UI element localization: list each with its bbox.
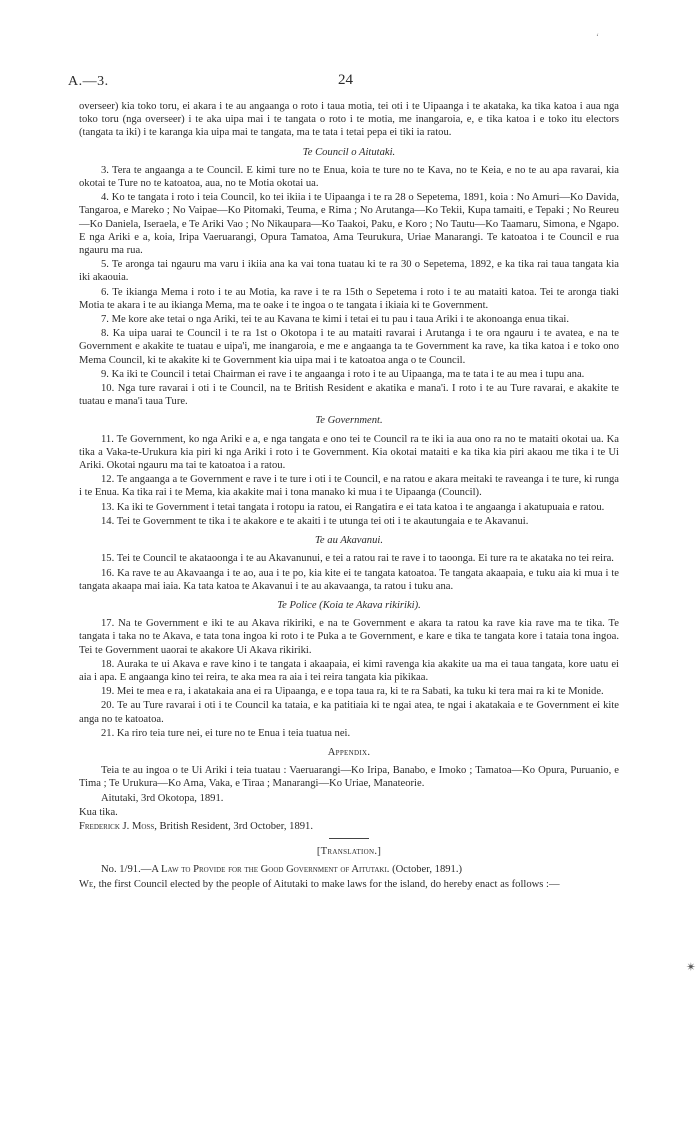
clause-paragraph: 13. Ka iki te Government i tetai tangata i rotopu ia ratou, ei Rangatira e ei tata katoa i te angaanga i akatupuaia e ratou.: [101, 501, 605, 513]
section-heading: Te Council o Aitutaki.: [302, 146, 396, 158]
intro-paragraph: overseer) kia toko toru, ei akara i te au angaanga o roto i taua motia, tei oti i te Uipaanga i te akataka, ka tika katoa i aua nga toko toru (nga overseer) i te aka uipa mai i te tangata o roto i te motia, me inangaroia, e, e tika katoa i e toko itu electors (tangata ta iki) i te karanga kia uipa mai te tangata, ma te tata i tetai pepa ei tiki ia ratou.: [79, 101, 619, 139]
clause-paragraph: 9. Ka iki te Council i tetai Chairman ei rave i te angaanga i roto i te au Uipaanga, ma te tata i te au mea i tupu ana.: [101, 368, 585, 380]
enacting-text: the first Council elected by the people of Aitutaki to make laws for the island, do hereby enact as follows :—: [98, 878, 560, 890]
appendix-text: Teia te au ingoa o te Ui Ariki i teia tuatau : Vaeruarangi—Ko Iripa, Banabo, e Imoko ; Tamatoa—Ko Opura, Puruanio, e Tima ; Te Urukura—Ko Ama, Vaka, e Tiraa ; Manarangi—Ko Uriae, Manateorie.: [79, 765, 619, 790]
appendix-date: Aitutaki, 3rd Okotopa, 1891.: [101, 792, 224, 804]
clause-paragraph: 19. Mei te mea e ra, i akatakaia ana ei ra Uipaanga, e e topa taua ra, ki te ra Sabati, ka tuku ki tera mai ra ki te Monide.: [101, 686, 604, 698]
section-heading: Te Police (Koia te Akava rikiriki).: [277, 599, 421, 611]
clause-paragraph: 7. Me kore ake tetai o nga Ariki, tei te au Kavana te kimi i tetai ei tu pau i taua Ariki i te akonoanga enua tikai.: [101, 314, 570, 326]
clause-paragraph: 16. Ka rave te au Akavaanga i te ao, aua i te po, kia kite ei te tangata katoatoa. Te tangata akaapaia, e tuku aia ki mua i te tangata akaapa mai iaia. Ka tata katoa te Akavanui i te au akavaanga, ta ratou i tuku ana.: [79, 567, 619, 592]
margin-mark: ‘: [596, 32, 599, 42]
translation-heading: [Translation.]: [316, 846, 382, 858]
law-title-line: [79, 863, 619, 876]
clause-paragraph: 10. Nga ture ravarai i oti i te Council, na te British Resident e akatika e mana'i. I roto i te au Ture ravarai, e akakite te tuatau e mana'i taua Ture.: [79, 383, 619, 408]
margin-mark: ✴: [686, 960, 697, 974]
signature-name: Frederick J. Moss,: [79, 820, 157, 832]
law-date: (October, 1891.): [392, 864, 463, 876]
enacting-we: We,: [79, 878, 96, 890]
clause-paragraph: 20. Te au Ture ravarai i oti i te Council ka tataia, e ka patitiaia ki te ngai atea, te ngai i akatakaia e te Government ei kite anga no te katoatoa.: [79, 700, 619, 725]
signature-title: British Resident, 3rd October, 1891.: [159, 820, 313, 832]
document-body: [79, 100, 619, 892]
section-heading: Te Government.: [315, 415, 383, 427]
page-number: 24: [338, 72, 353, 88]
clause-paragraph: 5. Te aronga tai ngauru ma varu i ikiia ana ka vai tona tuatau ki te ra 30 o Sepetema, 1892, e ka tika rai taua tangata kia iki akaouia.: [79, 259, 619, 284]
clause-paragraph: 21. Ka riro teia ture nei, ei ture no te Enua i teia tuatua nei.: [101, 727, 351, 739]
clause-paragraph: 8. Ka uipa uarai te Council i te ra 1st o Okotopa i te au mataiti ravarai i Arutanga i te ora ngauru i te avatea, e na te Government e akakite te tuatau e uipa'i, me inangaroia, e me e angaanga ta te Government ka rave, ka tika katoa i e toko ono Mema Council, ki te akakite ki te Government kia uipa mai i te katoatoa anga o te Council.: [79, 328, 619, 366]
divider: [329, 838, 369, 839]
clause-paragraph: 17. Na te Government e iki te au Akava rikiriki, e na te Government e akara ta ratou ka rave kia rave ma te tika. Te tangata i taka no te Akava, e tata tona ingoa ki roto i te Puka a te Government, e kare e tika te tangata kore i tataia tona ingoa. Tei te Government uaorai te akakore Ui Akava rikiriki.: [79, 618, 619, 656]
enacting-clause: [79, 878, 619, 891]
approval-line: Kua tika.: [79, 806, 118, 818]
appendix-heading: Appendix.: [327, 746, 371, 758]
clause-paragraph: 18. Auraka te ui Akava e rave kino i te tangata i akaapaia, ei kimi ravenga kia akakite ua ma ei taua tangata, kore uatu ei aia i apa. E angaanga kino tei reira, te aka mea ra aia i tei reira tangata kia pikikaa.: [79, 658, 619, 683]
clause-paragraph: 15. Tei te Council te akataoonga i te au Akavanunui, e tei a ratou rai te rave i to taoonga. Ei ture ra te akataka no tei reira.: [101, 553, 614, 565]
law-title: A Law to Provide for the Good Government of Aitutaki.: [151, 864, 390, 876]
clause-paragraph: 6. Te ikianga Mema i roto i te au Motia, ka rave i te ra 15th o Sepetema i roto i te au mataiti katoa. Tei te aronga tiaki Motia te akara i te au ikianga Mema, ma te oake i te ingoa o te tangata i ikiaia ki te Government.: [79, 286, 619, 311]
clause-paragraph: 4. Ko te tangata i roto i teia Council, ko tei ikiia i te Uipaanga i te ra 28 o Sepetema, 1891, koia : No Amuri—Ko Davida, Tangaroa, e Mareko ; No Vaipae—Ko Pitomaki, Teuma, e Rima ; No Arutanga—Ko Tekii, Kupa tamaiti, e Tepaki ; No Reureu—Ko Daniela, Iseraela, e Te Ariki Vao ; No Nikaupara—Ko Taakoi, Paku, e Koro ; No Tautu—Ko Taamaru, Simona, e Ngapo. E nga Ariki e a, koia, Iripa Vaeruarangi, Opura Tamatoa, Ama Teurukura, Uriae Manarangi. Te katoatoa i te Council e rua ngauru ma rua.: [79, 192, 619, 257]
clause-paragraph: 3. Tera te angaanga a te Council. E kimi ture no te Enua, koia te ture no te Kava, no te Keia, e no te au apa ravarai, kia okotai te Ture no te katoatoa, aua, no te Motia okotai ua.: [79, 164, 619, 190]
clause-paragraph: 11. Te Government, ko nga Ariki e a, e nga tangata e ono tei te Council ra te iki ia aua ono ra no te mataiti okotai ua. Ka tika a Vaka-te-Urukura kia piri ki nga Ariki i roto i te Government. Kia okotai mataiti e ka tika kia piri akaou me tika i te Ui Ariki. Okotai ngauru ma tai te katoatoa i a ratou.: [79, 433, 619, 472]
clause-paragraph: 12. Te angaanga a te Government e rave i te ture i oti i te Council, e na ratou e akara meitaki te raveanga i te ture, ki runga i te Enua. Ka tika rai i te Mema, kia akakite mai i tona manako ki mua i te Uipaanga (Council).: [79, 474, 619, 499]
section-heading: Te au Akavanui.: [315, 535, 383, 547]
document-reference: A.—3.: [68, 74, 109, 89]
signature-line: [79, 820, 619, 833]
law-number: No. 1/91.—: [101, 864, 152, 876]
clause-paragraph: 14. Tei te Government te tika i te akakore e te akaiti i te utunga tei oti i te akautungaia e te Akavanui.: [101, 515, 529, 527]
